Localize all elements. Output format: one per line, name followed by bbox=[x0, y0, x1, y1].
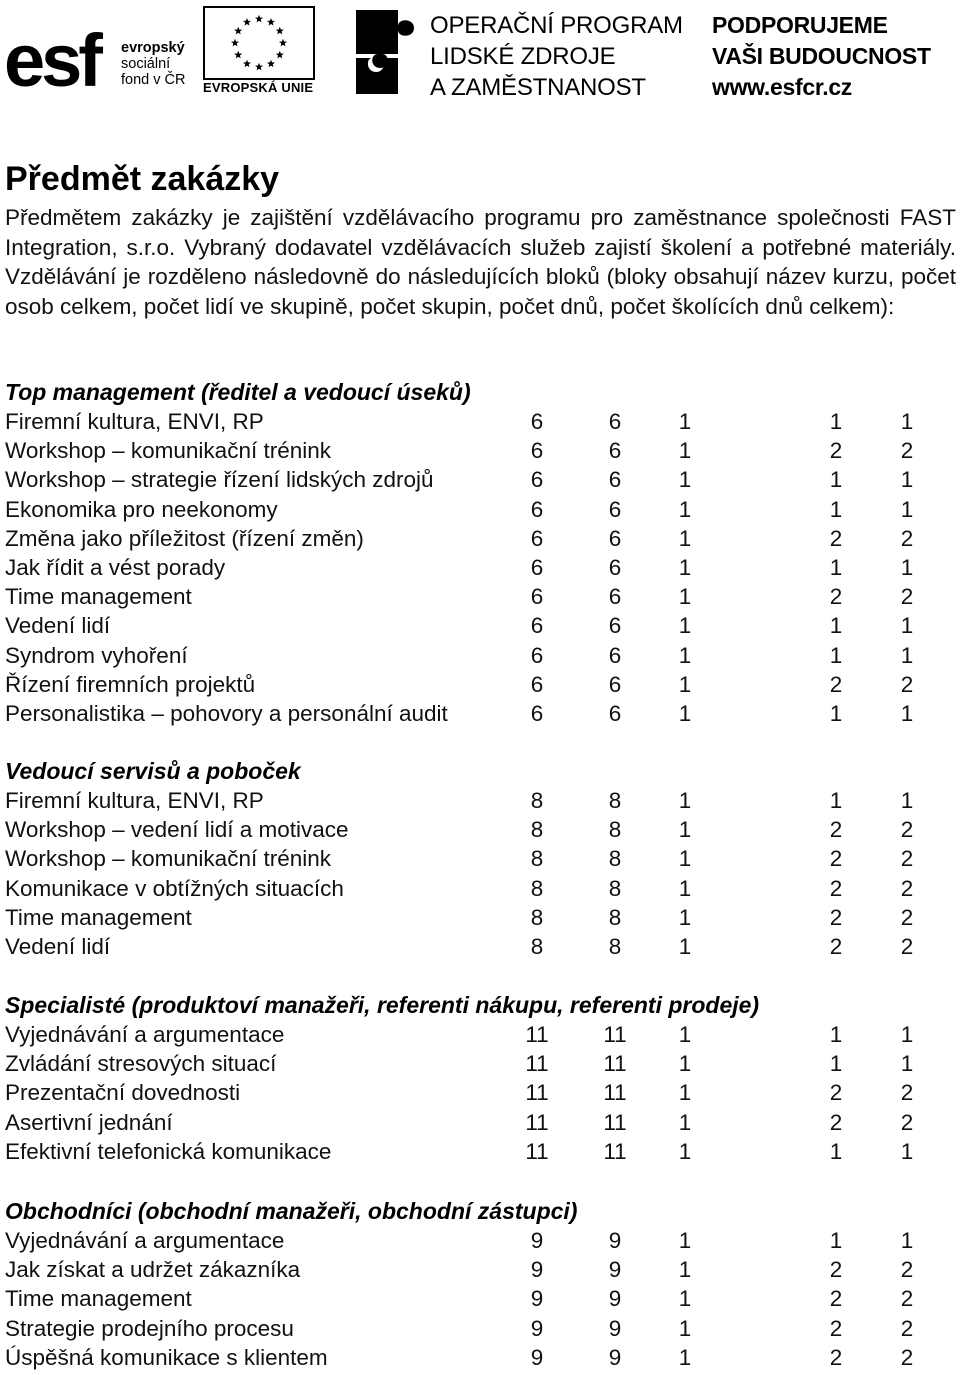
day-count: 2 bbox=[829, 817, 843, 843]
course-row bbox=[5, 553, 955, 582]
course-row bbox=[5, 436, 955, 465]
training-days-total: 2 bbox=[900, 933, 914, 959]
course-name: Time management bbox=[5, 584, 192, 610]
persons-per-group: 9 bbox=[608, 1257, 622, 1283]
group-count: 1 bbox=[678, 438, 692, 464]
training-days-total: 2 bbox=[900, 1109, 914, 1135]
persons-total: 8 bbox=[530, 788, 544, 813]
course-row bbox=[5, 611, 955, 640]
persons-total: 6 bbox=[530, 438, 544, 464]
course-row bbox=[5, 844, 955, 873]
persons-per-group: 6 bbox=[608, 613, 622, 639]
persons-total: 6 bbox=[530, 700, 544, 726]
day-count: 1 bbox=[829, 1228, 843, 1253]
group-count: 1 bbox=[678, 642, 692, 668]
persons-total: 9 bbox=[530, 1286, 544, 1312]
persons-per-group: 9 bbox=[608, 1315, 622, 1341]
persons-total: 8 bbox=[530, 933, 544, 959]
day-count: 2 bbox=[829, 671, 843, 697]
day-count: 2 bbox=[829, 875, 843, 901]
course-row bbox=[5, 1284, 955, 1313]
persons-per-group: 6 bbox=[608, 467, 622, 493]
course-name: Řízení firemních projektů bbox=[5, 671, 256, 697]
persons-per-group: 8 bbox=[608, 846, 622, 872]
course-name: Time management bbox=[5, 1286, 192, 1312]
program-line-3: A ZAMĚSTNANOST bbox=[430, 74, 646, 101]
persons-per-group: 8 bbox=[608, 817, 622, 843]
day-count: 1 bbox=[829, 1022, 843, 1047]
persons-per-group: 11 bbox=[603, 1138, 627, 1164]
persons-per-group: 6 bbox=[608, 438, 622, 464]
training-days-total: 2 bbox=[900, 1344, 914, 1370]
course-name: Vedení lidí bbox=[5, 613, 111, 639]
course-row bbox=[5, 641, 955, 670]
course-section bbox=[5, 991, 955, 1166]
persons-per-group: 11 bbox=[603, 1080, 627, 1106]
group-count: 1 bbox=[678, 1344, 692, 1370]
training-days-total: 2 bbox=[900, 584, 914, 610]
course-row bbox=[5, 495, 955, 524]
persons-total: 11 bbox=[525, 1022, 549, 1047]
course-name: Personalistika – pohovory a personální audit bbox=[5, 700, 448, 726]
course-row bbox=[5, 1078, 955, 1107]
course-row bbox=[5, 815, 955, 844]
day-count: 2 bbox=[829, 933, 843, 959]
course-row bbox=[5, 1343, 955, 1372]
course-name: Workshop – komunikační trénink bbox=[5, 846, 331, 872]
course-name: Vyjednávání a argumentace bbox=[5, 1022, 285, 1047]
course-name: Workshop – komunikační trénink bbox=[5, 438, 331, 464]
esf-line-2: sociální bbox=[121, 56, 171, 72]
persons-per-group: 6 bbox=[608, 496, 622, 522]
section-heading: Specialisté (produktoví manažeři, referenti nákupu, referenti prodeje) bbox=[5, 992, 760, 1018]
persons-per-group: 8 bbox=[608, 788, 622, 813]
training-days-total: 2 bbox=[900, 846, 914, 872]
persons-per-group: 6 bbox=[608, 525, 622, 551]
course-section bbox=[5, 757, 955, 961]
course-row bbox=[5, 786, 955, 815]
group-count: 1 bbox=[678, 671, 692, 697]
day-count: 2 bbox=[829, 846, 843, 872]
course-name: Strategie prodejního procesu bbox=[5, 1315, 294, 1341]
training-days-total: 2 bbox=[900, 875, 914, 901]
course-name: Úspěšná komunikace s klientem bbox=[5, 1344, 328, 1370]
course-name: Workshop – vedení lidí a motivace bbox=[5, 817, 349, 843]
group-count: 1 bbox=[678, 1022, 692, 1047]
course-name: Prezentační dovednosti bbox=[5, 1080, 241, 1106]
program-line-2: LIDSKÉ ZDROJE bbox=[430, 43, 616, 70]
esf-line-3: fond v ČR bbox=[121, 72, 186, 88]
course-name: Změna jako příležitost (řízení změn) bbox=[5, 525, 364, 551]
training-days-total: 1 bbox=[900, 788, 914, 813]
group-count: 1 bbox=[678, 846, 692, 872]
group-count: 1 bbox=[678, 1138, 692, 1164]
day-count: 2 bbox=[829, 584, 843, 610]
eu-flag-icon bbox=[203, 6, 315, 80]
course-row bbox=[5, 582, 955, 611]
program-line-1: OPERAČNÍ PROGRAM bbox=[430, 12, 683, 39]
persons-per-group: 11 bbox=[603, 1051, 627, 1077]
training-days-total: 2 bbox=[900, 1315, 914, 1341]
day-count: 2 bbox=[829, 1286, 843, 1312]
group-count: 1 bbox=[678, 496, 692, 522]
course-row bbox=[5, 1020, 955, 1049]
course-name: Jak řídit a vést porady bbox=[5, 554, 226, 580]
persons-total: 6 bbox=[530, 554, 544, 580]
day-count: 1 bbox=[829, 496, 843, 522]
training-days-total: 1 bbox=[900, 613, 914, 639]
course-row bbox=[5, 903, 955, 932]
group-count: 1 bbox=[678, 1228, 692, 1253]
course-section bbox=[5, 378, 955, 728]
training-days-total: 1 bbox=[900, 1228, 914, 1253]
persons-total: 9 bbox=[530, 1344, 544, 1370]
training-days-total: 2 bbox=[900, 1080, 914, 1106]
persons-total: 8 bbox=[530, 904, 544, 930]
intro-paragraph: Předmětem zakázky je zajištění vzdělávacího programu pro zaměstnance společnosti FAST Integration, s.r.o. Vybraný dodavatel vzdělávacích služeb zajistí školení a potřebné materiály. Vzdělávání je rozděleno následovně do následujících bloků (bloky obsahují název kurzu, počet osob celkem, počet lidí ve skupině, počet skupin, počet dnů, počet školících dnů celkem): bbox=[5, 205, 956, 319]
course-name: Workshop – strategie řízení lidských zdrojů bbox=[5, 467, 434, 493]
course-name: Time management bbox=[5, 904, 192, 930]
training-days-total: 1 bbox=[900, 554, 914, 580]
training-days-total: 2 bbox=[900, 1257, 914, 1283]
section-heading: Top management (ředitel a vedoucí úseků) bbox=[5, 379, 471, 405]
day-count: 1 bbox=[829, 700, 843, 726]
group-count: 1 bbox=[678, 904, 692, 930]
group-count: 1 bbox=[678, 554, 692, 580]
day-count: 1 bbox=[829, 467, 843, 493]
persons-per-group: 8 bbox=[608, 875, 622, 901]
group-count: 1 bbox=[678, 1257, 692, 1283]
esf-line-1: evropský bbox=[121, 40, 185, 56]
slogan bbox=[712, 10, 931, 103]
persons-total: 8 bbox=[530, 817, 544, 843]
day-count: 1 bbox=[829, 642, 843, 668]
training-days-total: 1 bbox=[900, 1138, 914, 1164]
persons-total: 11 bbox=[525, 1109, 549, 1135]
course-section bbox=[5, 1197, 955, 1372]
group-count: 1 bbox=[678, 817, 692, 843]
section-heading: Vedoucí servisů a poboček bbox=[5, 758, 301, 784]
day-count: 2 bbox=[829, 1080, 843, 1106]
logo-header bbox=[0, 0, 960, 110]
course-name: Ekonomika pro neekonomy bbox=[5, 496, 278, 522]
persons-per-group: 6 bbox=[608, 700, 622, 726]
persons-total: 11 bbox=[525, 1051, 549, 1077]
course-row bbox=[5, 670, 955, 699]
course-name: Efektivní telefonická komunikace bbox=[5, 1138, 332, 1164]
persons-per-group: 9 bbox=[608, 1228, 622, 1253]
persons-total: 9 bbox=[530, 1257, 544, 1283]
persons-total: 11 bbox=[525, 1080, 549, 1106]
persons-per-group: 9 bbox=[608, 1344, 622, 1370]
day-count: 1 bbox=[829, 409, 843, 434]
day-count: 2 bbox=[829, 904, 843, 930]
day-count: 1 bbox=[829, 1138, 843, 1164]
course-row bbox=[5, 465, 955, 494]
course-name: Vedení lidí bbox=[5, 933, 111, 959]
esf-logo-text bbox=[121, 40, 185, 88]
course-row bbox=[5, 932, 955, 961]
course-row bbox=[5, 1314, 955, 1343]
group-count: 1 bbox=[678, 467, 692, 493]
course-row bbox=[5, 1255, 955, 1284]
puzzle-piece-icon bbox=[352, 6, 422, 98]
training-days-total: 2 bbox=[900, 1286, 914, 1312]
group-count: 1 bbox=[678, 875, 692, 901]
persons-per-group: 6 bbox=[608, 584, 622, 610]
training-days-total: 1 bbox=[900, 496, 914, 522]
day-count: 2 bbox=[829, 1109, 843, 1135]
course-name: Vyjednávání a argumentace bbox=[5, 1228, 285, 1253]
group-count: 1 bbox=[678, 700, 692, 726]
persons-total: 9 bbox=[530, 1228, 544, 1253]
persons-per-group: 6 bbox=[608, 642, 622, 668]
group-count: 1 bbox=[678, 584, 692, 610]
slogan-line-1: PODPORUJEME bbox=[712, 12, 888, 38]
day-count: 1 bbox=[829, 554, 843, 580]
group-count: 1 bbox=[678, 1315, 692, 1341]
persons-per-group: 9 bbox=[608, 1286, 622, 1312]
day-count: 2 bbox=[829, 1344, 843, 1370]
course-row bbox=[5, 1049, 955, 1078]
persons-per-group: 8 bbox=[608, 904, 622, 930]
course-name: Firemní kultura, ENVI, RP bbox=[5, 409, 264, 434]
group-count: 1 bbox=[678, 1051, 692, 1077]
training-days-total: 1 bbox=[900, 700, 914, 726]
persons-total: 6 bbox=[530, 613, 544, 639]
persons-total: 9 bbox=[530, 1315, 544, 1341]
training-days-total: 1 bbox=[900, 1022, 914, 1047]
persons-per-group: 11 bbox=[603, 1109, 627, 1135]
persons-per-group: 6 bbox=[608, 409, 622, 434]
course-name: Komunikace v obtížných situacích bbox=[5, 875, 344, 901]
persons-per-group: 6 bbox=[608, 554, 622, 580]
group-count: 1 bbox=[678, 613, 692, 639]
day-count: 1 bbox=[829, 1051, 843, 1077]
training-days-total: 1 bbox=[900, 642, 914, 668]
day-count: 2 bbox=[829, 525, 843, 551]
course-name: Jak získat a udržet zákazníka bbox=[5, 1257, 301, 1283]
course-name: Zvládání stresových situací bbox=[5, 1051, 277, 1077]
course-row bbox=[5, 1226, 955, 1255]
course-name: Firemní kultura, ENVI, RP bbox=[5, 788, 264, 813]
page-title: Předmět zakázky bbox=[5, 160, 280, 198]
day-count: 1 bbox=[829, 788, 843, 813]
esf-logo-mark bbox=[4, 6, 114, 96]
persons-total: 6 bbox=[530, 467, 544, 493]
course-row bbox=[5, 874, 955, 903]
day-count: 2 bbox=[829, 1257, 843, 1283]
training-days-total: 2 bbox=[900, 817, 914, 843]
course-row bbox=[5, 1108, 955, 1137]
persons-total: 6 bbox=[530, 642, 544, 668]
group-count: 1 bbox=[678, 1286, 692, 1312]
esf-mark-text: esf bbox=[4, 19, 99, 96]
training-days-total: 2 bbox=[900, 904, 914, 930]
training-days-total: 2 bbox=[900, 438, 914, 464]
training-days-total: 2 bbox=[900, 525, 914, 551]
group-count: 1 bbox=[678, 933, 692, 959]
section-heading: Obchodníci (obchodní manažeři, obchodní zástupci) bbox=[5, 1198, 578, 1224]
course-row bbox=[5, 407, 955, 436]
persons-total: 6 bbox=[530, 409, 544, 434]
day-count: 1 bbox=[829, 613, 843, 639]
group-count: 1 bbox=[678, 1080, 692, 1106]
group-count: 1 bbox=[678, 409, 692, 434]
course-row bbox=[5, 524, 955, 553]
persons-total: 6 bbox=[530, 525, 544, 551]
website-link[interactable]: www.esfcr.cz bbox=[712, 74, 853, 100]
program-name bbox=[430, 10, 683, 103]
course-row bbox=[5, 699, 955, 728]
persons-total: 6 bbox=[530, 584, 544, 610]
persons-per-group: 11 bbox=[603, 1022, 627, 1047]
persons-per-group: 6 bbox=[608, 671, 622, 697]
course-row bbox=[5, 1137, 955, 1166]
persons-total: 8 bbox=[530, 846, 544, 872]
day-count: 2 bbox=[829, 438, 843, 464]
course-name: Syndrom vyhoření bbox=[5, 642, 188, 668]
persons-total: 6 bbox=[530, 671, 544, 697]
group-count: 1 bbox=[678, 1109, 692, 1135]
day-count: 2 bbox=[829, 1315, 843, 1341]
persons-total: 8 bbox=[530, 875, 544, 901]
persons-total: 6 bbox=[530, 496, 544, 522]
training-days-total: 2 bbox=[900, 671, 914, 697]
course-name: Asertivní jednání bbox=[5, 1109, 173, 1135]
persons-total: 11 bbox=[525, 1138, 549, 1164]
training-days-total: 1 bbox=[900, 467, 914, 493]
slogan-line-2: VAŠI BUDOUCNOST bbox=[712, 43, 931, 69]
eu-label: EVROPSKÁ UNIE bbox=[203, 80, 314, 95]
group-count: 1 bbox=[678, 525, 692, 551]
group-count: 1 bbox=[678, 788, 692, 813]
training-days-total: 1 bbox=[900, 409, 914, 434]
persons-per-group: 8 bbox=[608, 933, 622, 959]
training-days-total: 1 bbox=[900, 1051, 914, 1077]
